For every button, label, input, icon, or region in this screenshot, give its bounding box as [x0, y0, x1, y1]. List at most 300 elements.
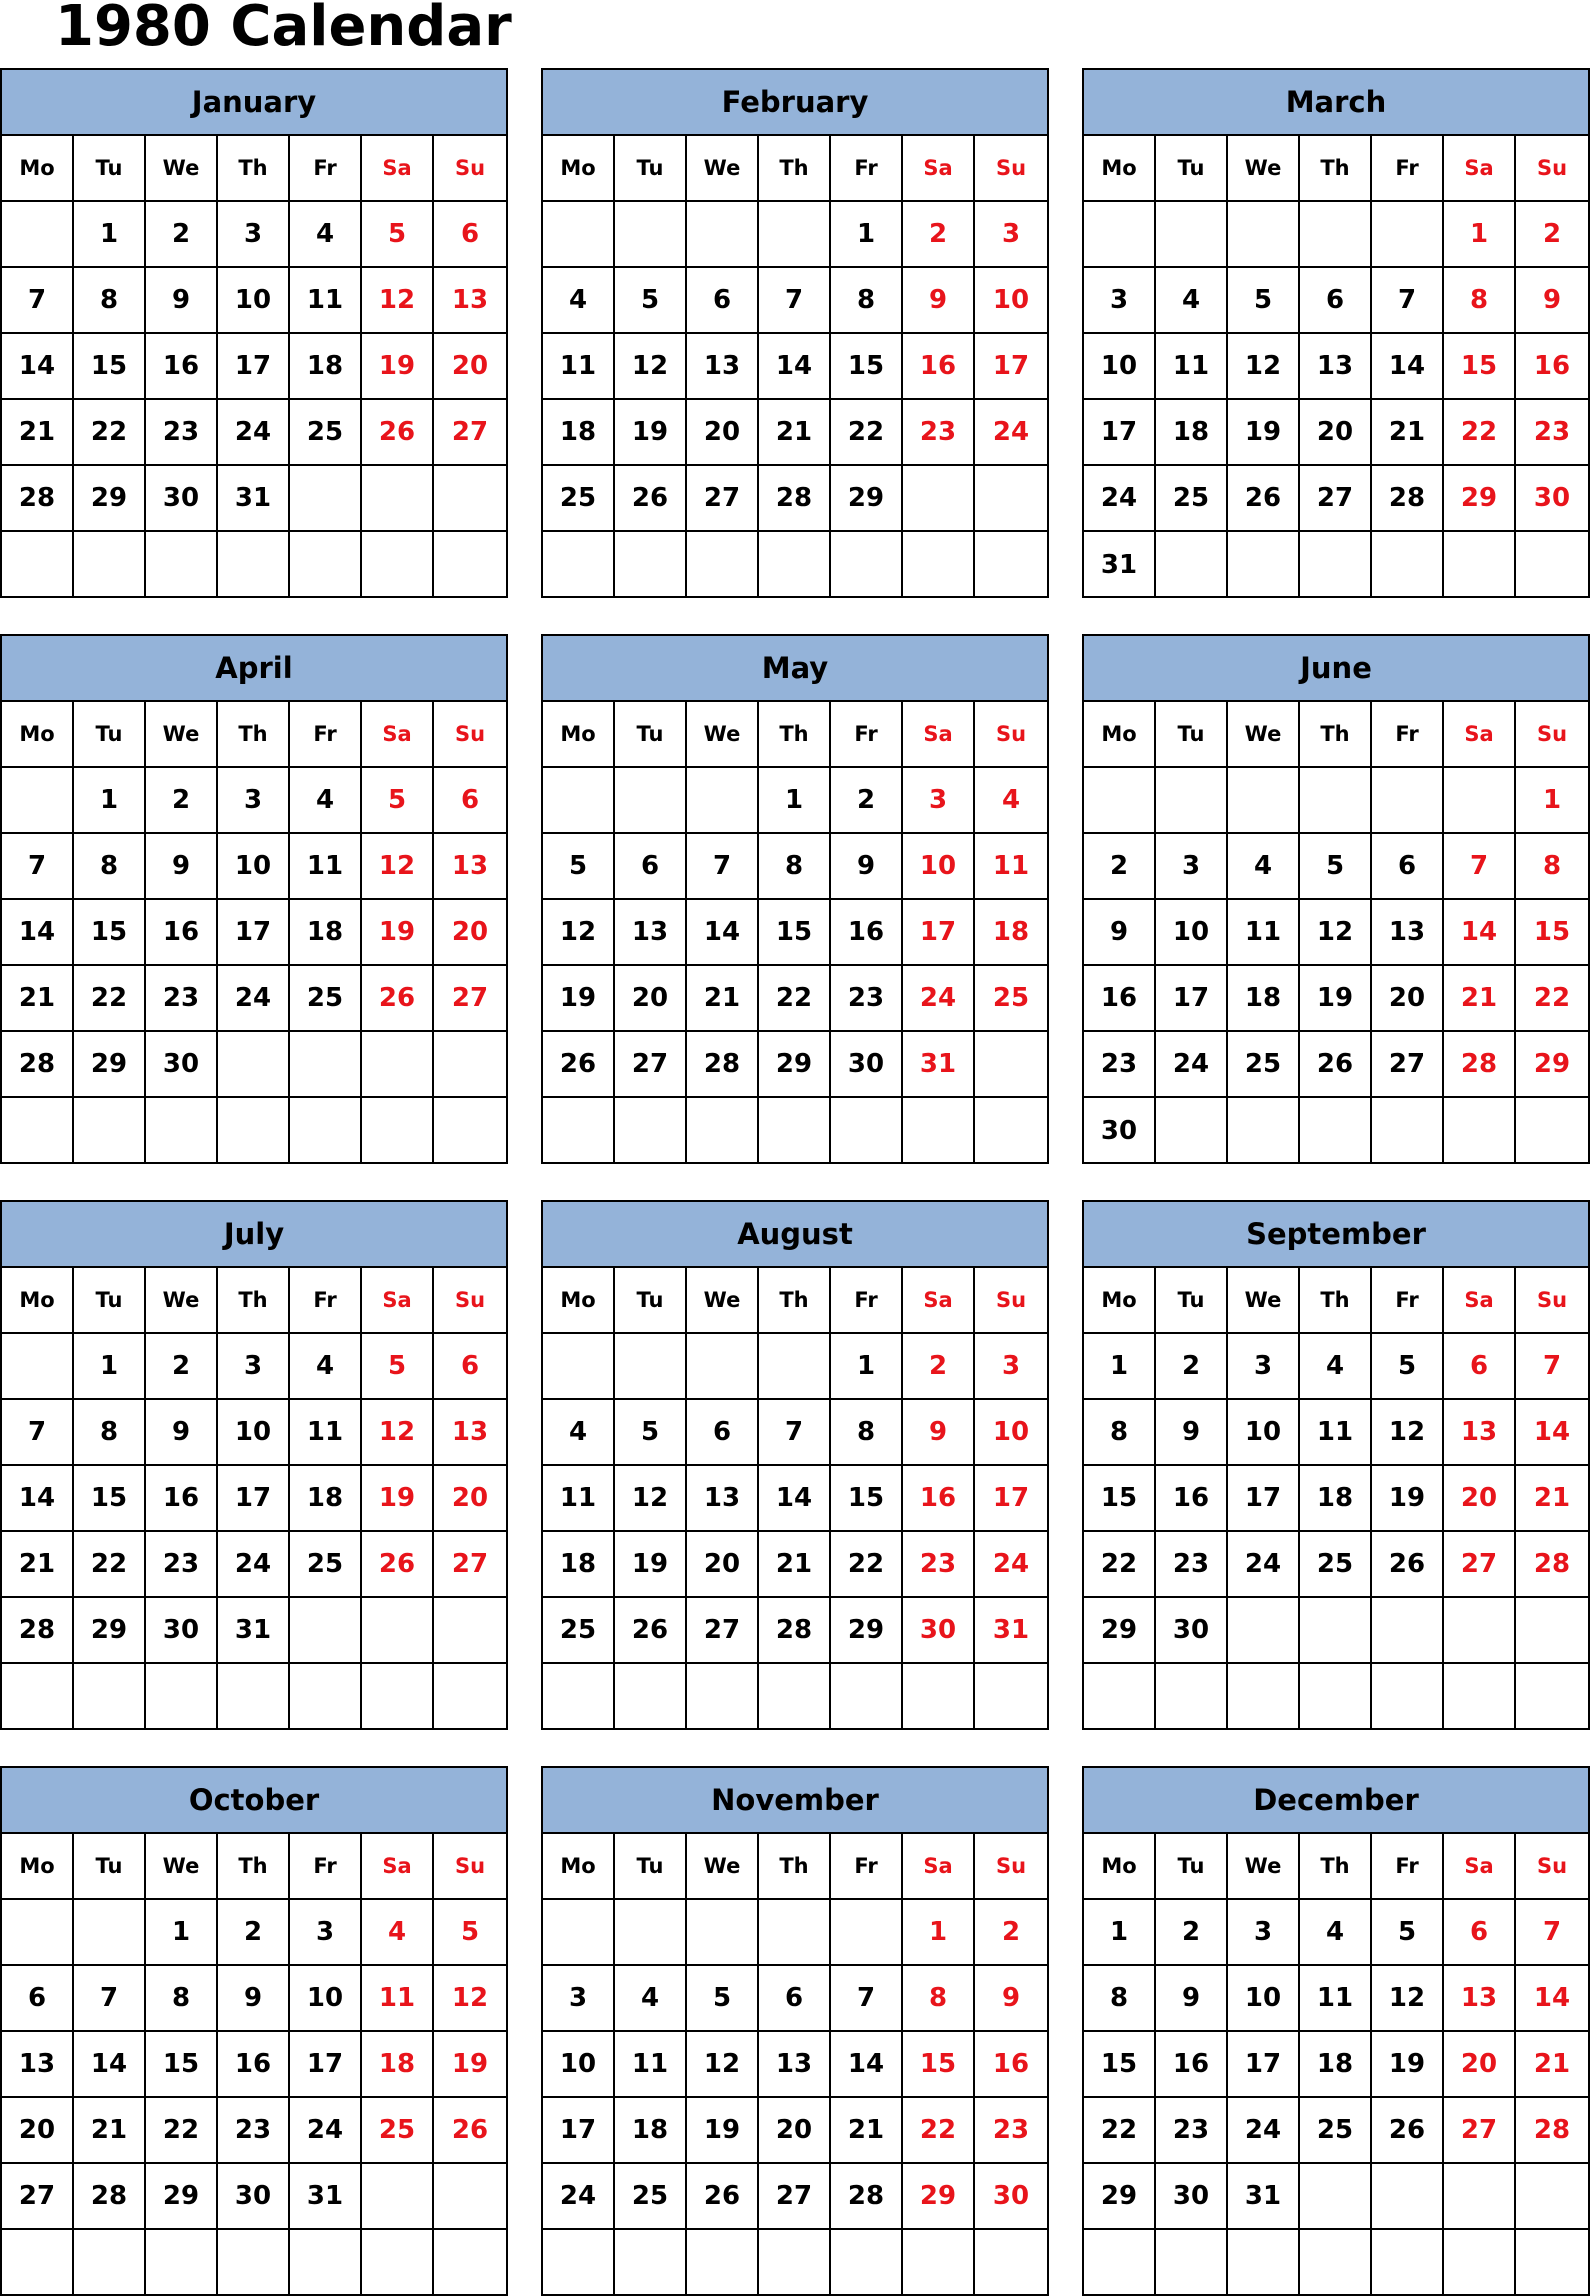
weekday-label: Tu	[74, 702, 146, 768]
empty-day-cell	[831, 2230, 903, 2296]
day-cell: 17	[218, 900, 290, 966]
day-cell: 10	[975, 268, 1047, 334]
empty-day-cell	[146, 1664, 218, 1730]
day-cell: 23	[975, 2098, 1047, 2164]
empty-day-cell	[1372, 532, 1444, 598]
empty-day-cell	[290, 466, 362, 532]
empty-day-cell	[74, 1098, 146, 1164]
weekday-label: Su	[1516, 1268, 1588, 1334]
empty-day-cell	[615, 1098, 687, 1164]
weekday-label: Fr	[1372, 1834, 1444, 1900]
day-cell: 30	[146, 1032, 218, 1098]
day-cell: 10	[1084, 334, 1156, 400]
day-cell: 8	[1084, 1400, 1156, 1466]
day-cell: 19	[1372, 1466, 1444, 1532]
empty-day-cell	[615, 202, 687, 268]
weekday-label: Mo	[543, 1268, 615, 1334]
weekday-label: Fr	[831, 1268, 903, 1334]
weekday-label: Th	[1300, 1834, 1372, 1900]
day-cell: 9	[1084, 900, 1156, 966]
day-cell: 21	[1516, 1466, 1588, 1532]
day-cell: 13	[687, 1466, 759, 1532]
day-cell: 4	[1228, 834, 1300, 900]
day-cell: 7	[831, 1966, 903, 2032]
empty-day-cell	[2, 2230, 74, 2296]
day-cell: 17	[975, 334, 1047, 400]
day-cell: 3	[975, 1334, 1047, 1400]
day-cell: 24	[1228, 1532, 1300, 1598]
day-cell: 29	[831, 1598, 903, 1664]
day-cell: 19	[615, 400, 687, 466]
day-cell: 22	[1084, 2098, 1156, 2164]
empty-day-cell	[1372, 768, 1444, 834]
month-name: September	[1084, 1202, 1588, 1268]
day-cell: 1	[903, 1900, 975, 1966]
weekday-label: Su	[975, 1834, 1047, 1900]
empty-day-cell	[290, 2230, 362, 2296]
day-cell: 4	[1300, 1334, 1372, 1400]
weekday-label: Mo	[2, 702, 74, 768]
weekday-label: Su	[1516, 1834, 1588, 1900]
day-cell: 10	[218, 268, 290, 334]
day-cell: 18	[290, 334, 362, 400]
empty-day-cell	[759, 1098, 831, 1164]
empty-day-cell	[543, 2230, 615, 2296]
day-cell: 9	[975, 1966, 1047, 2032]
day-cell: 29	[1084, 2164, 1156, 2230]
day-cell: 5	[362, 202, 434, 268]
day-cell: 16	[903, 1466, 975, 1532]
day-cell: 11	[1300, 1400, 1372, 1466]
empty-day-cell	[615, 1334, 687, 1400]
day-cell: 6	[434, 768, 506, 834]
day-cell: 31	[1228, 2164, 1300, 2230]
day-cell: 9	[1516, 268, 1588, 334]
day-grid	[2, 702, 506, 1164]
day-cell: 22	[759, 966, 831, 1032]
empty-day-cell	[1300, 532, 1372, 598]
empty-day-cell	[1444, 1598, 1516, 1664]
day-cell: 14	[1372, 334, 1444, 400]
empty-day-cell	[903, 1664, 975, 1730]
month-august	[541, 1200, 1049, 1730]
day-cell: 26	[362, 1532, 434, 1598]
day-cell: 14	[759, 1466, 831, 1532]
day-cell: 8	[74, 834, 146, 900]
month-name: April	[2, 636, 506, 702]
day-cell: 5	[362, 1334, 434, 1400]
day-cell: 27	[759, 2164, 831, 2230]
empty-day-cell	[759, 532, 831, 598]
day-cell: 18	[362, 2032, 434, 2098]
day-cell: 4	[290, 1334, 362, 1400]
day-cell: 4	[290, 768, 362, 834]
day-cell: 27	[434, 1532, 506, 1598]
month-name: February	[543, 70, 1047, 136]
day-cell: 13	[759, 2032, 831, 2098]
weekday-label: We	[687, 1834, 759, 1900]
day-cell: 16	[831, 900, 903, 966]
day-cell: 29	[74, 1032, 146, 1098]
day-cell: 28	[831, 2164, 903, 2230]
day-cell: 11	[290, 834, 362, 900]
day-cell: 1	[1084, 1334, 1156, 1400]
day-cell: 14	[2, 900, 74, 966]
day-cell: 6	[434, 1334, 506, 1400]
day-cell: 12	[1300, 900, 1372, 966]
day-cell: 13	[1444, 1966, 1516, 2032]
day-cell: 4	[1300, 1900, 1372, 1966]
day-cell: 1	[74, 768, 146, 834]
day-cell: 8	[74, 268, 146, 334]
weekday-label: Su	[975, 136, 1047, 202]
empty-day-cell	[687, 1664, 759, 1730]
day-cell: 21	[687, 966, 759, 1032]
empty-day-cell	[615, 532, 687, 598]
empty-day-cell	[1228, 202, 1300, 268]
day-cell: 30	[831, 1032, 903, 1098]
day-cell: 23	[146, 1532, 218, 1598]
day-cell: 28	[1372, 466, 1444, 532]
weekday-label: We	[1228, 702, 1300, 768]
weekday-label: Mo	[543, 702, 615, 768]
empty-day-cell	[759, 202, 831, 268]
empty-day-cell	[687, 2230, 759, 2296]
empty-day-cell	[2, 532, 74, 598]
day-cell: 21	[1444, 966, 1516, 1032]
day-cell: 30	[218, 2164, 290, 2230]
empty-day-cell	[903, 532, 975, 598]
day-cell: 10	[543, 2032, 615, 2098]
day-cell: 3	[290, 1900, 362, 1966]
day-grid	[1084, 1834, 1588, 2296]
day-cell: 29	[1444, 466, 1516, 532]
day-cell: 4	[362, 1900, 434, 1966]
day-cell: 24	[1084, 466, 1156, 532]
day-cell: 27	[1372, 1032, 1444, 1098]
day-cell: 13	[1300, 334, 1372, 400]
empty-day-cell	[1516, 1098, 1588, 1164]
day-cell: 6	[434, 202, 506, 268]
day-cell: 30	[1156, 1598, 1228, 1664]
empty-day-cell	[434, 1664, 506, 1730]
empty-day-cell	[759, 1334, 831, 1400]
day-cell: 11	[1228, 900, 1300, 966]
day-cell: 20	[759, 2098, 831, 2164]
empty-day-cell	[362, 466, 434, 532]
day-cell: 3	[1228, 1900, 1300, 1966]
day-cell: 15	[1444, 334, 1516, 400]
weekday-label: Sa	[362, 1268, 434, 1334]
empty-day-cell	[975, 1098, 1047, 1164]
day-cell: 14	[74, 2032, 146, 2098]
day-cell: 13	[434, 268, 506, 334]
day-cell: 22	[74, 400, 146, 466]
day-cell: 18	[543, 400, 615, 466]
day-cell: 27	[2, 2164, 74, 2230]
day-cell: 22	[1444, 400, 1516, 466]
empty-day-cell	[1156, 532, 1228, 598]
day-cell: 5	[362, 768, 434, 834]
day-cell: 7	[1516, 1334, 1588, 1400]
empty-day-cell	[1228, 768, 1300, 834]
empty-day-cell	[1516, 1664, 1588, 1730]
weekday-label: Mo	[2, 136, 74, 202]
empty-day-cell	[74, 1900, 146, 1966]
empty-day-cell	[1156, 2230, 1228, 2296]
empty-day-cell	[1372, 1098, 1444, 1164]
day-cell: 2	[903, 202, 975, 268]
empty-day-cell	[1228, 2230, 1300, 2296]
day-cell: 28	[1516, 2098, 1588, 2164]
day-cell: 19	[362, 1466, 434, 1532]
day-cell: 30	[903, 1598, 975, 1664]
weekday-label: Th	[218, 702, 290, 768]
day-grid	[2, 1268, 506, 1730]
day-cell: 21	[2, 400, 74, 466]
day-cell: 9	[1156, 1400, 1228, 1466]
day-cell: 23	[1156, 2098, 1228, 2164]
empty-day-cell	[831, 532, 903, 598]
day-cell: 23	[831, 966, 903, 1032]
day-cell: 22	[1516, 966, 1588, 1032]
day-cell: 21	[831, 2098, 903, 2164]
day-cell: 28	[759, 1598, 831, 1664]
day-cell: 10	[1156, 900, 1228, 966]
empty-day-cell	[146, 1098, 218, 1164]
day-cell: 10	[218, 1400, 290, 1466]
empty-day-cell	[1300, 202, 1372, 268]
day-cell: 17	[1156, 966, 1228, 1032]
empty-day-cell	[759, 2230, 831, 2296]
weekday-label: Th	[1300, 136, 1372, 202]
weekday-label: We	[1228, 1834, 1300, 1900]
day-cell: 8	[1516, 834, 1588, 900]
day-cell: 2	[831, 768, 903, 834]
day-cell: 17	[1228, 2032, 1300, 2098]
day-cell: 19	[362, 900, 434, 966]
day-cell: 8	[831, 1400, 903, 1466]
day-cell: 22	[74, 966, 146, 1032]
page-title: 1980 Calendar	[55, 0, 512, 59]
day-cell: 2	[1516, 202, 1588, 268]
day-cell: 11	[543, 1466, 615, 1532]
day-cell: 18	[543, 1532, 615, 1598]
empty-day-cell	[1156, 202, 1228, 268]
day-cell: 25	[290, 400, 362, 466]
day-cell: 3	[543, 1966, 615, 2032]
weekday-label: Tu	[74, 1834, 146, 1900]
day-cell: 22	[831, 400, 903, 466]
day-cell: 19	[1228, 400, 1300, 466]
day-cell: 18	[1228, 966, 1300, 1032]
day-cell: 8	[831, 268, 903, 334]
day-cell: 12	[615, 1466, 687, 1532]
day-cell: 16	[903, 334, 975, 400]
day-cell: 6	[1372, 834, 1444, 900]
day-cell: 14	[831, 2032, 903, 2098]
weekday-label: Su	[434, 1834, 506, 1900]
day-cell: 20	[1444, 2032, 1516, 2098]
empty-day-cell	[1084, 768, 1156, 834]
day-cell: 6	[1300, 268, 1372, 334]
day-cell: 20	[1444, 1466, 1516, 1532]
weekday-label: Th	[1300, 1268, 1372, 1334]
empty-day-cell	[290, 1098, 362, 1164]
day-cell: 14	[2, 334, 74, 400]
day-cell: 12	[362, 1400, 434, 1466]
day-cell: 9	[831, 834, 903, 900]
day-cell: 4	[543, 268, 615, 334]
weekday-label: Th	[759, 1834, 831, 1900]
empty-day-cell	[290, 1664, 362, 1730]
empty-day-cell	[1372, 1598, 1444, 1664]
day-cell: 27	[1444, 2098, 1516, 2164]
day-cell: 25	[1300, 1532, 1372, 1598]
day-cell: 20	[687, 1532, 759, 1598]
day-cell: 2	[146, 202, 218, 268]
day-cell: 16	[146, 900, 218, 966]
month-name: August	[543, 1202, 1047, 1268]
empty-day-cell	[434, 466, 506, 532]
empty-day-cell	[146, 532, 218, 598]
weekday-label: Sa	[362, 1834, 434, 1900]
day-cell: 4	[543, 1400, 615, 1466]
day-cell: 7	[1372, 268, 1444, 334]
day-cell: 25	[290, 1532, 362, 1598]
day-cell: 23	[146, 400, 218, 466]
day-cell: 22	[903, 2098, 975, 2164]
empty-day-cell	[1300, 1598, 1372, 1664]
day-cell: 20	[1300, 400, 1372, 466]
day-cell: 4	[615, 1966, 687, 2032]
empty-day-cell	[1372, 202, 1444, 268]
day-cell: 18	[290, 1466, 362, 1532]
day-cell: 21	[1516, 2032, 1588, 2098]
weekday-label: We	[146, 136, 218, 202]
weekday-label: We	[687, 1268, 759, 1334]
month-february	[541, 68, 1049, 598]
weekday-label: Su	[975, 1268, 1047, 1334]
day-cell: 16	[1084, 966, 1156, 1032]
day-cell: 28	[759, 466, 831, 532]
day-cell: 21	[1372, 400, 1444, 466]
weekday-label: We	[1228, 1268, 1300, 1334]
day-grid	[543, 702, 1047, 1164]
weekday-label: Su	[975, 702, 1047, 768]
day-cell: 30	[146, 466, 218, 532]
day-cell: 2	[218, 1900, 290, 1966]
weekday-label: Tu	[615, 1268, 687, 1334]
empty-day-cell	[2, 1664, 74, 1730]
empty-day-cell	[543, 1664, 615, 1730]
empty-day-cell	[434, 1032, 506, 1098]
day-cell: 23	[903, 1532, 975, 1598]
day-cell: 15	[831, 1466, 903, 1532]
weekday-label: Fr	[290, 1268, 362, 1334]
empty-day-cell	[975, 532, 1047, 598]
weekday-label: Th	[759, 702, 831, 768]
day-cell: 21	[2, 1532, 74, 1598]
day-grid	[543, 1834, 1047, 2296]
day-cell: 10	[1228, 1400, 1300, 1466]
day-cell: 27	[434, 966, 506, 1032]
day-cell: 3	[975, 202, 1047, 268]
month-name: July	[2, 1202, 506, 1268]
weekday-label: Tu	[1156, 1834, 1228, 1900]
weekday-label: Fr	[290, 1834, 362, 1900]
day-cell: 5	[615, 268, 687, 334]
day-cell: 18	[1300, 1466, 1372, 1532]
empty-day-cell	[434, 2230, 506, 2296]
day-cell: 2	[146, 768, 218, 834]
day-grid	[2, 1834, 506, 2296]
day-cell: 13	[687, 334, 759, 400]
day-cell: 20	[434, 1466, 506, 1532]
day-cell: 14	[1444, 900, 1516, 966]
day-cell: 25	[1300, 2098, 1372, 2164]
day-cell: 2	[903, 1334, 975, 1400]
day-cell: 6	[2, 1966, 74, 2032]
weekday-label: Sa	[1444, 1834, 1516, 1900]
empty-day-cell	[759, 1664, 831, 1730]
month-name: December	[1084, 1768, 1588, 1834]
day-cell: 11	[362, 1966, 434, 2032]
day-cell: 29	[146, 2164, 218, 2230]
day-cell: 15	[1516, 900, 1588, 966]
empty-day-cell	[218, 1032, 290, 1098]
day-cell: 5	[615, 1400, 687, 1466]
day-cell: 15	[1084, 1466, 1156, 1532]
empty-day-cell	[1156, 1664, 1228, 1730]
weekday-label: Mo	[2, 1268, 74, 1334]
month-january	[0, 68, 508, 598]
day-cell: 16	[975, 2032, 1047, 2098]
day-cell: 28	[1444, 1032, 1516, 1098]
day-cell: 24	[975, 1532, 1047, 1598]
day-cell: 15	[74, 1466, 146, 1532]
empty-day-cell	[975, 1032, 1047, 1098]
day-cell: 31	[218, 466, 290, 532]
day-cell: 25	[1156, 466, 1228, 532]
day-cell: 4	[975, 768, 1047, 834]
empty-day-cell	[831, 1664, 903, 1730]
day-cell: 26	[434, 2098, 506, 2164]
empty-day-cell	[687, 1900, 759, 1966]
day-cell: 20	[434, 900, 506, 966]
empty-day-cell	[1372, 2164, 1444, 2230]
empty-day-cell	[975, 466, 1047, 532]
empty-day-cell	[615, 2230, 687, 2296]
day-cell: 28	[2, 466, 74, 532]
empty-day-cell	[1228, 1664, 1300, 1730]
day-cell: 8	[1084, 1966, 1156, 2032]
empty-day-cell	[74, 2230, 146, 2296]
day-cell: 17	[975, 1466, 1047, 1532]
month-december	[1082, 1766, 1590, 2296]
day-cell: 4	[290, 202, 362, 268]
weekday-label: Th	[218, 136, 290, 202]
empty-day-cell	[543, 1098, 615, 1164]
empty-day-cell	[831, 1098, 903, 1164]
weekday-label: We	[1228, 136, 1300, 202]
day-cell: 26	[1228, 466, 1300, 532]
empty-day-cell	[74, 1664, 146, 1730]
day-cell: 3	[903, 768, 975, 834]
day-grid	[1084, 702, 1588, 1164]
day-cell: 26	[687, 2164, 759, 2230]
weekday-label: Tu	[1156, 136, 1228, 202]
